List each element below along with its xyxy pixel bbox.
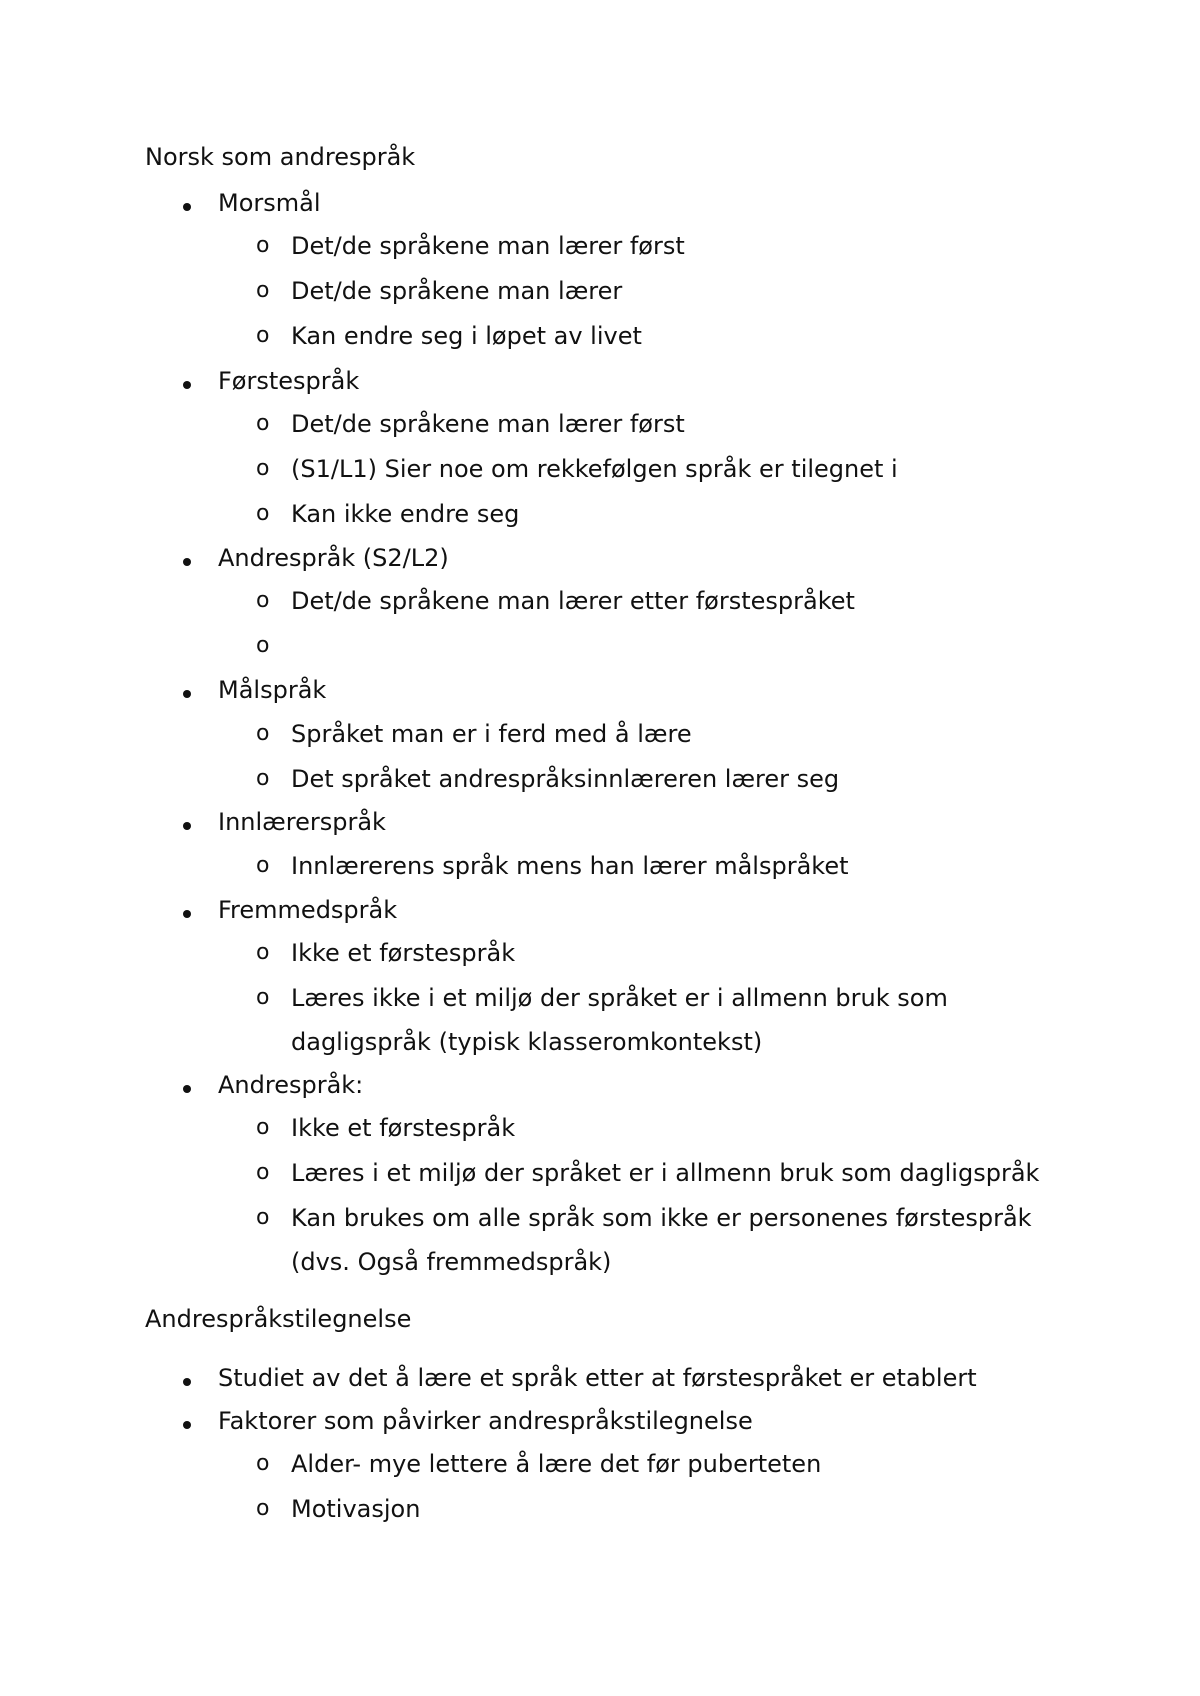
- subbullet-item: Innlærerens språk mens han lærer målspråket: [291, 852, 849, 880]
- bullet-item-andresprak-s2: Andrespråk (S2/L2): [218, 544, 449, 572]
- subbullet-marker: o: [256, 411, 270, 436]
- subbullet-marker: o: [256, 501, 270, 526]
- subbullet-marker: o: [256, 278, 270, 303]
- subbullet-marker: o: [256, 633, 270, 658]
- bullet-dot-icon: [183, 558, 191, 566]
- bullet-dot-icon: [183, 381, 191, 389]
- subbullet-item: Kan ikke endre seg: [291, 500, 520, 528]
- bullet-dot-icon: [183, 690, 191, 698]
- subbullet-marker: o: [256, 985, 270, 1010]
- bullet-item-fremmedsprak: Fremmedspråk: [218, 896, 398, 924]
- bullet-dot-icon: [183, 822, 191, 830]
- bullet-item-innlarersprak: Innlærerspråk: [218, 808, 386, 836]
- bullet-dot-icon: [183, 203, 191, 211]
- subbullet-marker: o: [256, 1496, 270, 1521]
- subbullet-item: Det/de språkene man lærer: [291, 277, 623, 305]
- subbullet-item: Motivasjon: [291, 1495, 421, 1523]
- subbullet-item: Læres ikke i et miljø der språket er i allmenn bruk som: [291, 984, 948, 1012]
- subbullet-item: (S1/L1) Sier noe om rekkefølgen språk er tilegnet i: [291, 455, 898, 483]
- bullet-dot-icon: [183, 910, 191, 918]
- subbullet-item: Alder- mye lettere å lære det før puberteten: [291, 1450, 822, 1478]
- subbullet-item: Det/de språkene man lærer etter førstespråket: [291, 587, 855, 615]
- section-heading: Norsk som andrespråk: [145, 143, 416, 171]
- subbullet-item: Kan brukes om alle språk som ikke er personenes førstespråk: [291, 1204, 1032, 1232]
- subbullet-item-continuation: (dvs. Også fremmedspråk): [291, 1248, 612, 1276]
- subbullet-marker: o: [256, 323, 270, 348]
- subbullet-marker: o: [256, 1205, 270, 1230]
- bullet-item-studiet: Studiet av det å lære et språk etter at førstespråket er etablert: [218, 1364, 977, 1392]
- subbullet-item: Det/de språkene man lærer først: [291, 232, 685, 260]
- subbullet-item: Kan endre seg i løpet av livet: [291, 322, 642, 350]
- subbullet-marker: o: [256, 1115, 270, 1140]
- bullet-item-malsprak: Målspråk: [218, 676, 327, 704]
- subbullet-marker: o: [256, 940, 270, 965]
- bullet-dot-icon: [183, 1378, 191, 1386]
- subbullet-item: Ikke et førstespråk: [291, 939, 516, 967]
- subbullet-marker: o: [256, 721, 270, 746]
- subbullet-marker: o: [256, 588, 270, 613]
- section-heading: Andrespråkstilegnelse: [145, 1305, 412, 1333]
- subbullet-marker: o: [256, 233, 270, 258]
- bullet-item-andresprak: Andrespråk:: [218, 1071, 364, 1099]
- subbullet-marker: o: [256, 766, 270, 791]
- subbullet-item: Ikke et førstespråk: [291, 1114, 516, 1142]
- bullet-dot-icon: [183, 1421, 191, 1429]
- bullet-item-faktorer: Faktorer som påvirker andrespråkstilegnelse: [218, 1407, 753, 1435]
- subbullet-marker: o: [256, 853, 270, 878]
- bullet-dot-icon: [183, 1085, 191, 1093]
- subbullet-marker: o: [256, 456, 270, 481]
- subbullet-item: Det språket andrespråksinnlæreren lærer seg: [291, 765, 840, 793]
- subbullet-item: Språket man er i ferd med å lære: [291, 720, 692, 748]
- subbullet-item-continuation: dagligspråk (typisk klasseromkontekst): [291, 1028, 763, 1056]
- subbullet-marker: o: [256, 1451, 270, 1476]
- subbullet-item: Læres i et miljø der språket er i allmenn bruk som dagligspråk: [291, 1159, 1040, 1187]
- bullet-item-forstesprak: Førstespråk: [218, 367, 360, 395]
- subbullet-marker: o: [256, 1160, 270, 1185]
- bullet-item-morsmal: Morsmål: [218, 189, 321, 217]
- subbullet-item: Det/de språkene man lærer først: [291, 410, 685, 438]
